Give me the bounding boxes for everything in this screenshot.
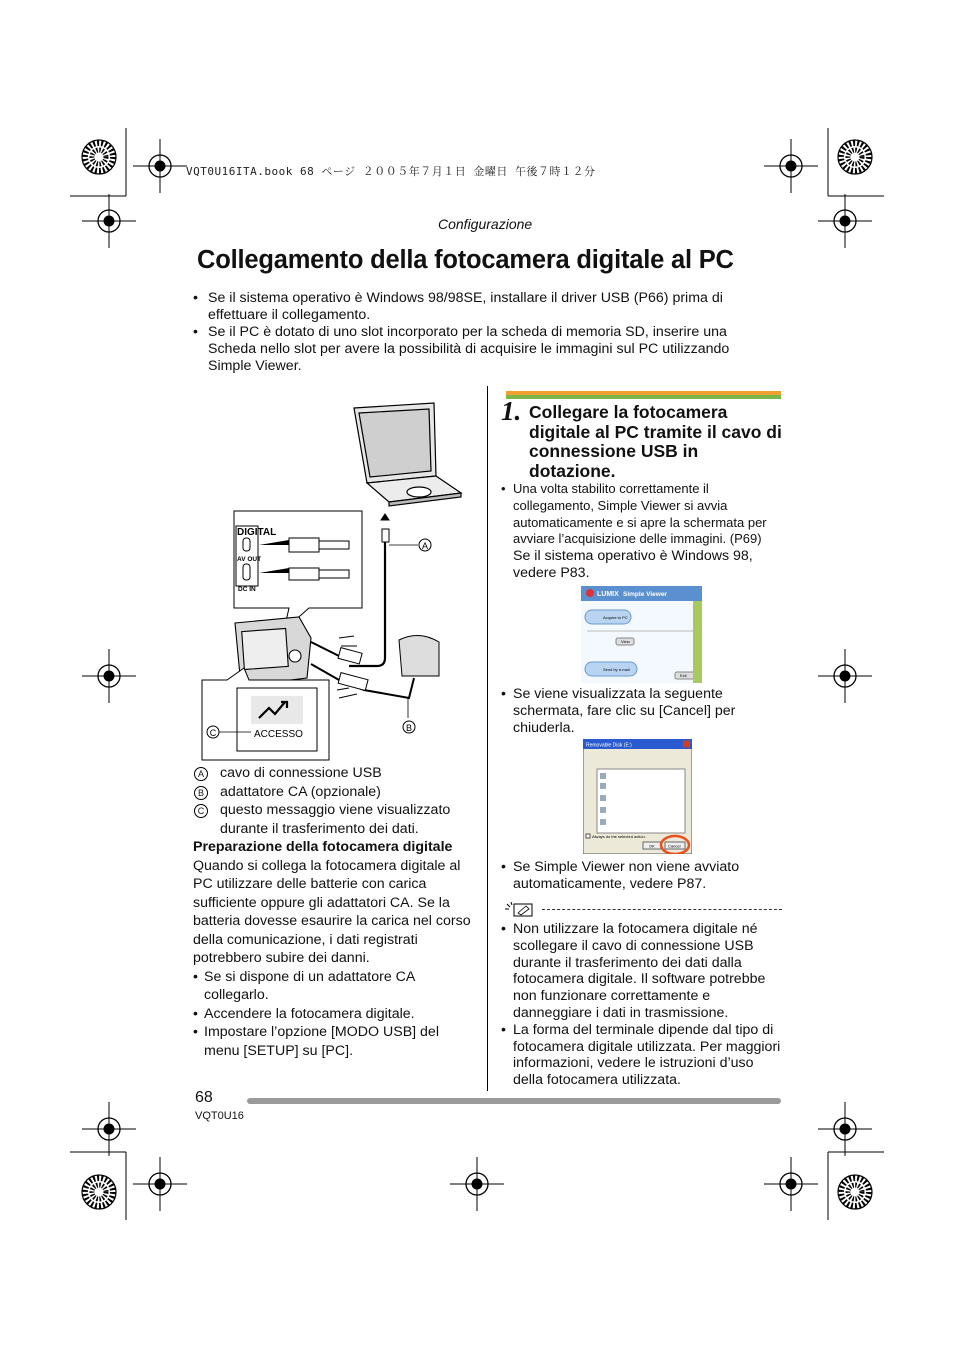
preparation-section <box>193 838 473 1060</box>
callout-b: B <box>405 723 413 733</box>
svg-text:Exit: Exit <box>680 673 687 678</box>
step-bullets-3 <box>501 859 783 893</box>
notes-list <box>501 921 783 1089</box>
step-bullet: • Se viene visualizzata la seguente schermata, fare clic su [Cancel] per chiuderla. <box>501 686 783 736</box>
simple-viewer-screenshot <box>581 586 702 683</box>
book-header: VQT0U16ITA.book 68 ページ ２００５年７月１日 金曜日 午後７時１２分 <box>186 165 596 178</box>
svg-text:View: View <box>621 639 630 644</box>
sv-acquire: Acquire to PC <box>603 615 628 620</box>
preparation-bullet: • Accendere la fotocamera digitale. <box>193 1005 473 1024</box>
sv-logo: LUMIX <box>597 591 619 598</box>
callout-a: A <box>421 541 429 551</box>
legend-item: C questo messaggio viene visualizzato durante il trasferimento dei dati. <box>193 801 468 838</box>
preparation-heading: Preparazione della fotocamera digitale <box>193 839 453 855</box>
preparation-text: Quando si collega la fotocamera digitale al PC utilizzare delle batterie con carica sufficiente oppure gli adattatori CA. Se la batteria dovesse esaurire la carica nel corso della comunicazione, i dati registrati potrebbero subire dei danni. <box>193 857 471 966</box>
note-item: • La forma del terminale dipende dal tipo di fotocamera digitale utilizzata. Per maggiori informazioni, vedere le istruzioni d’uso della fotocamera utilizzata. <box>501 1022 783 1089</box>
section-title: Configurazione <box>438 216 533 232</box>
page-title: Collegamento della fotocamera digitale al PC <box>197 246 734 274</box>
preparation-bullet: • Impostare l’opzione [MODO USB] del menu [SETUP] su [PC]. <box>193 1023 473 1060</box>
step-bullets-2 <box>501 686 783 736</box>
intro-bullet: • Se il PC è dotato di uno slot incorporato per la scheda di memoria SD, inserire una Scheda nello slot per avere la possibilità di acquisire le immagini sul PC utilizzando Simple Viewer. <box>193 324 768 375</box>
preparation-bullet: • Se si dispone di un adattatore CA collegarlo. <box>193 968 473 1005</box>
page-code: VQT0U16 <box>195 1110 244 1122</box>
step-bullets <box>501 481 783 582</box>
svg-text:OK: OK <box>649 843 655 849</box>
label-dc-in: DC IN <box>238 586 256 593</box>
step-title: Collegare la fotocamera digitale al PC tramite il cavo di connessione USB in dotazione. <box>529 402 782 481</box>
sv-title: Simple Viewer <box>623 591 667 598</box>
label-accesso: ACCESSO <box>254 729 303 740</box>
page-number: 68 <box>195 1089 213 1106</box>
dialog-title: Removable Disk (E:) <box>586 742 632 749</box>
legend-item: B adattatore CA (opzionale) <box>193 783 468 802</box>
removable-disk-screenshot <box>583 739 692 854</box>
legend-item: A cavo di connessione USB <box>193 764 468 783</box>
intro-list <box>193 290 768 375</box>
diagram-legend <box>193 764 468 838</box>
callout-c: C <box>209 728 217 738</box>
footer-bar <box>247 1098 781 1104</box>
laptop-illustration <box>354 403 461 506</box>
note-icon <box>504 901 534 917</box>
step-bar <box>506 391 781 400</box>
step-bullet: • Una volta stabilito correttamente il collegamento, Simple Viewer si avvia automaticamente e si apre la schermata per avviare l’acquisizione delle immagini. (P69) Se il sistema operativo è Windows 98, vedere P83. <box>501 481 783 582</box>
note-item: • Non utilizzare la fotocamera digitale né scollegare il cavo di connessione USB durante il trasferimento dei dati dalla fotocamera digitale. Il software potrebbe non funzionare correttamente e danneggiare i dati in trasmissione. <box>501 921 783 1022</box>
label-av-out: AV OUT <box>237 556 262 563</box>
sv-send: Send by e-mail <box>603 667 630 672</box>
dialog-cancel: Cancel <box>668 843 681 849</box>
label-digital: DIGITAL <box>237 527 277 538</box>
svg-text:Always do the selected action.: Always do the selected action. <box>592 834 646 839</box>
intro-bullet: • Se il sistema operativo è Windows 98/98SE, installare il driver USB (P66) prima di effettuare il collegamento. <box>193 290 768 324</box>
column-divider <box>487 386 488 1091</box>
note-divider <box>542 909 782 910</box>
step-number: 1. <box>501 396 522 426</box>
step-bullet: • Se Simple Viewer non viene avviato automaticamente, vedere P87. <box>501 859 783 893</box>
connection-diagram <box>199 398 469 764</box>
